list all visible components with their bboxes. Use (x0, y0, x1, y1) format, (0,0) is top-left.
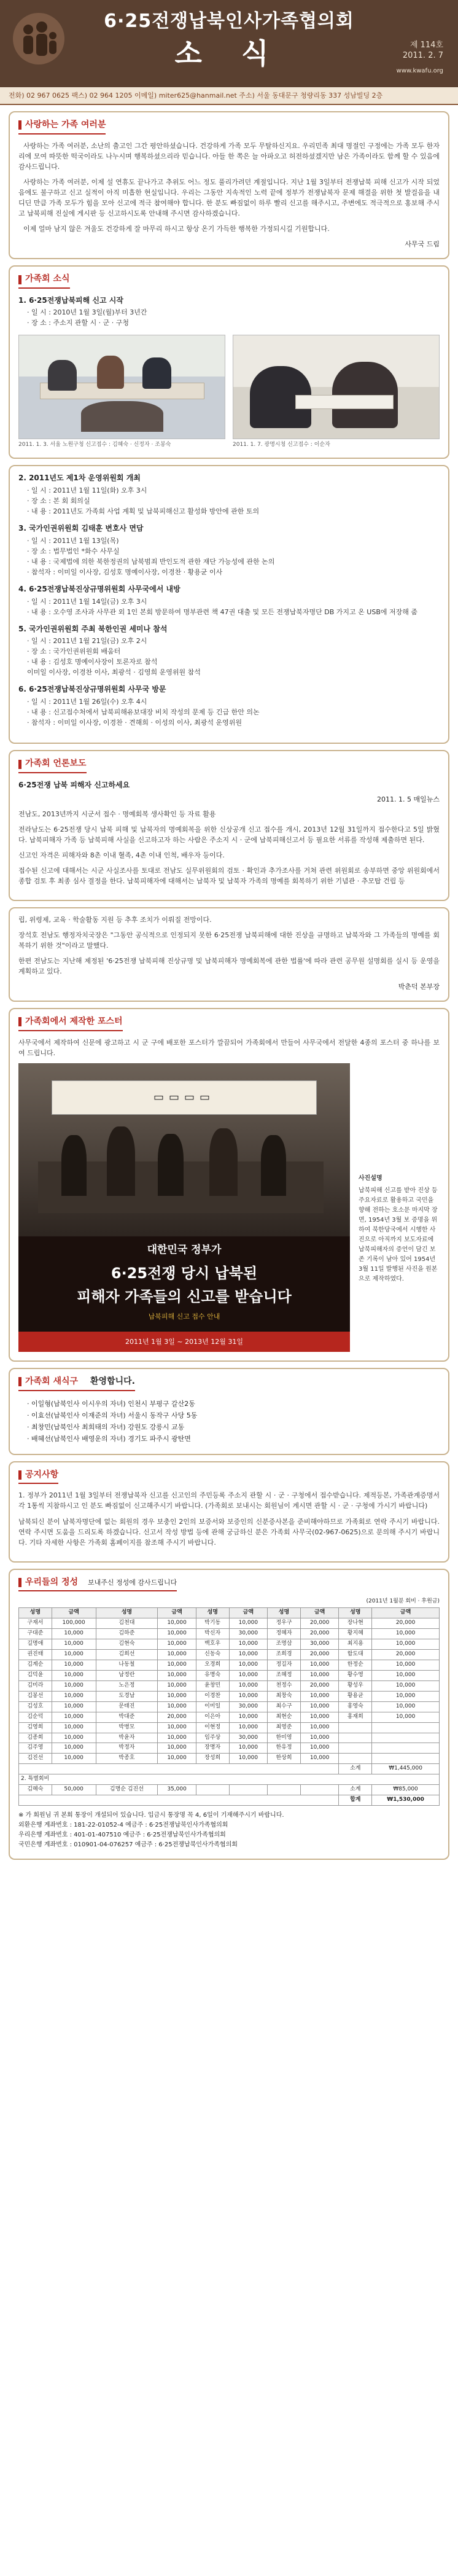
poster-main-2: 피해자 가족들의 신고를 받습니다 (77, 1287, 292, 1305)
press-paragraph: 전라남도는 6·25전쟁 당시 납북 피해 및 납북자의 명예회복을 위한 신상공개 신고 접수를 개시, 2013년 12월 31일까지 접수한다고 5일 밝혔다. 납북피해자 가족 등 납북피해 사실을 신고하고자 하는 사람은 주소지 시 · 군에 납북피해신고서 등 필요한 서류를 작성해 제출하면 된다. (18, 825, 440, 844)
donor-amount: 10,000 (229, 1670, 268, 1680)
ledger-cell (19, 1795, 339, 1806)
ledger-period: (2011년 1월분 회비 · 후원금) (366, 1598, 440, 1605)
press-paragraph: 접수된 신고에 대해서는 시군 사실조사를 토대로 전남도 실무위원회의 검토 · 확인과 추가조사를 거쳐 관련 위원회로 송부하면 중앙 위원회에서 종합 검토 후 최종 심사 결정을 한다. 납북피해자에 대해서는 납북자 및 납북자 가족의 명예를 회복하기 위한 기념관 · 추모탑 건립 등 (18, 866, 440, 885)
website-link[interactable]: www.kwafu.org (396, 68, 443, 74)
donor-name: 장나현 (339, 1618, 372, 1629)
ledger-row (19, 1680, 440, 1691)
news-item (18, 295, 440, 329)
poster-desc-title: 사진설명 (359, 1174, 382, 1182)
press-section (9, 750, 449, 901)
donor-name: 박신자 (196, 1629, 229, 1639)
donor-amount: 10,000 (372, 1660, 440, 1670)
donor-name: 김하준 (96, 1629, 158, 1639)
ledger-cell: 50,000 (52, 1785, 96, 1795)
donor-name: 장명자 (196, 1743, 229, 1754)
ledger-cell: 35,000 (158, 1785, 196, 1795)
total-row (19, 1795, 440, 1806)
ledger-row (19, 1650, 440, 1660)
ledger-row (19, 1670, 440, 1680)
donor-name: 조희경 (268, 1650, 301, 1660)
donor-amount: 10,000 (229, 1691, 268, 1701)
donor-amount: 10,000 (300, 1754, 339, 1764)
donor-name: 정길자 (268, 1660, 301, 1670)
ledger-cell: 소계 (339, 1785, 372, 1795)
ledger-header: 성명 (196, 1608, 229, 1618)
donor-name: 백호우 (196, 1639, 229, 1650)
donor-amount: 10,000 (52, 1743, 96, 1754)
news-item (18, 523, 440, 577)
poster-main: 6·25전쟁 당시 납북된 (111, 1265, 258, 1282)
news-line: · 내 용 : 신고접수처에서 납북피해유보대장 비치 작성의 문제 등 긴급 한안 의논 (27, 708, 260, 717)
donor-amount: 10,000 (158, 1754, 196, 1764)
donor-amount: 10,000 (372, 1712, 440, 1722)
donor-amount: 10,000 (229, 1754, 268, 1764)
ledger-row (19, 1639, 440, 1650)
donor-name: 함도대 (339, 1650, 372, 1660)
bank-account: 국민은행 계좌번호 : 010901-04-076257 예금주 : 6·25전쟁납북인사가족협의회 (18, 1841, 238, 1849)
poster-footer: 2011년 1월 3일 ~ 2013년 12월 31일 (18, 1332, 350, 1352)
donor-name: 장성희 (196, 1754, 229, 1764)
donor-amount: 10,000 (52, 1680, 96, 1691)
section-heading: 사랑하는 가족 여러분 (18, 119, 106, 135)
donor-amount: 10,000 (52, 1754, 96, 1764)
heading-bar-icon (18, 120, 21, 130)
donor-amount: 10,000 (372, 1670, 440, 1680)
press-title: 6·25전쟁 납북 피해자 신고하세요 (18, 780, 130, 789)
donor-amount: 20,000 (372, 1650, 440, 1660)
donor-name: 조명삼 (268, 1639, 301, 1650)
member-line: · 이효선(납북인사 이재준의 자녀) 서울시 동작구 사당 5동 (27, 1411, 198, 1419)
new-members-section (9, 1368, 449, 1455)
donor-amount: 10,000 (372, 1639, 440, 1650)
donor-name: 구재서 (19, 1618, 52, 1629)
news-line: · 장 소 : 법무법인 *화수 사무실 (27, 547, 120, 555)
donor-amount: 10,000 (158, 1680, 196, 1691)
donor-name: 노은정 (96, 1680, 158, 1691)
news-item (18, 684, 440, 728)
donor-amount: 10,000 (158, 1660, 196, 1670)
poster-description (359, 1063, 440, 1352)
poster-intro: 사무국에서 제작하여 신문에 광고하고 시 군 구에 배포한 포스터가 깔끔되어 가족회에서 만들어 사무국에서 전달한 4종의 포스터 중 하나를 보여 드립니다. (18, 1038, 440, 1057)
donor-amount: 10,000 (158, 1722, 196, 1733)
press-author: 박춘덕 본부장 (398, 983, 440, 991)
news-title: 2. 2011년도 제1차 운영위원회 개최 (18, 474, 141, 483)
donor-amount: 10,000 (52, 1660, 96, 1670)
donor-amount: 10,000 (158, 1639, 196, 1650)
issue-date: 2011. 2. 7 (402, 50, 443, 60)
news-line: · 내 용 : 2011년도 가족회 사업 계획 및 납북피해신고 활성화 방안에 관한 토의 (27, 507, 260, 516)
ledger-row (19, 1629, 440, 1639)
ledger-row (19, 1743, 440, 1754)
donor-name (339, 1722, 372, 1733)
heading-bar-icon (18, 760, 21, 769)
donor-name: 조혜정 (268, 1670, 301, 1680)
donor-amount: 10,000 (52, 1670, 96, 1680)
donor-amount: 10,000 (158, 1670, 196, 1680)
heading-bar-icon (18, 1377, 21, 1386)
section-heading: 우리들의 정성 보내주신 정성에 감사드립니다 (18, 1576, 177, 1592)
ledger-cell (196, 1785, 229, 1795)
member-line: · 배혜선(납북인사 배영운의 자녀) 경기도 파주시 광탄면 (27, 1434, 191, 1443)
donor-name: 최수구 (268, 1701, 301, 1712)
news-title: 4. 6·25전쟁납북진상규명위원회 사무국에서 내방 (18, 584, 180, 593)
photo-caption: 2011. 1. 7. 광명시청 신고접수 : 이순자 (233, 441, 330, 448)
donor-name: 이경찬 (196, 1691, 229, 1701)
donor-amount: 10,000 (52, 1722, 96, 1733)
donor-name: 임주상 (196, 1733, 229, 1743)
press-paragraph: 신고인 자격은 피해자와 8촌 이내 혈족, 4촌 이내 인척, 배우자 등이다. (18, 851, 225, 859)
donor-amount: 10,000 (300, 1722, 339, 1733)
ledger-body (19, 1618, 440, 1764)
bank-info (18, 1811, 440, 1849)
special-header-row (19, 1774, 440, 1785)
family-news-section (9, 265, 449, 459)
section-heading: 가족회에서 제작한 포스터 (18, 1015, 123, 1031)
news-line: · 일 시 : 2011년 1월 13일(목) (27, 536, 119, 545)
ledger-header: 성명 (19, 1608, 52, 1618)
organization-name: 6·25전쟁납북인사가족협의회 (104, 10, 354, 32)
donor-name: 이현정 (196, 1722, 229, 1733)
news-line: · 장 소 : 본 회 회의실 (27, 497, 90, 505)
donor-amount: 10,000 (229, 1680, 268, 1691)
letter-section (9, 111, 449, 259)
photo-registration-noweon (18, 335, 225, 439)
donor-name: 김계순 (19, 1660, 52, 1670)
donor-name: 김주영 (19, 1743, 52, 1754)
bank-note: ※ 가 회원님 귀 본회 통장이 개설되어 있습니다. 입금시 통장명 꼭 4, 6일이 기재해주시기 바랍니다. (18, 1812, 284, 1819)
heading-bar-icon (18, 1470, 21, 1480)
donor-name: 천정수 (268, 1680, 301, 1691)
donor-amount: 10,000 (52, 1629, 96, 1639)
photo-block (233, 335, 440, 450)
photo-row (18, 335, 440, 450)
member-line: · 이일형(납북인사 이시우의 자녀) 인천시 부평구 갈산2동 (27, 1399, 195, 1408)
donor-name: 한상희 (268, 1754, 301, 1764)
ledger-cell: ₩85,000 (372, 1785, 440, 1795)
newsletter-title: 소 식 (174, 37, 284, 70)
donor-name: 한정순 (339, 1660, 372, 1670)
donor-amount: 10,000 (229, 1650, 268, 1660)
donor-name: 권진태 (19, 1650, 52, 1660)
news-title: 6. 6·25전쟁납북진상규명위원회 사무국 방문 (18, 685, 166, 694)
donor-amount: 20,000 (300, 1629, 339, 1639)
news-item (18, 472, 440, 517)
ledger-header: 금액 (52, 1608, 96, 1618)
news-line: · 장 소 : 국가인권위원회 배움터 (27, 647, 121, 656)
ledger-header: 성명 (96, 1608, 158, 1618)
donor-amount: 10,000 (300, 1691, 339, 1701)
donor-amount: 10,000 (229, 1743, 268, 1754)
ledger-cell (300, 1785, 339, 1795)
ledger-row (19, 1618, 440, 1629)
notice-paragraph: 1. 정부가 2011년 1월 3일부터 전쟁납북자 신고를 신고인의 주민등록 주소지 관할 시 · 군 · 구청에서 접수받습니다. 제적등본, 가족관계증명서 각 1통씩 지참하시고 인 분도 빠짐없이 신고해주시기 바랍니다. (가족회로 보내시는 회원님이 계시면 관할 시 · 군 · 구청에 가시기 바랍니다) (18, 1491, 440, 1510)
special-header: 2. 특별회비 (19, 1774, 440, 1785)
member-line: · 최창민(납북인사 최희태의 자녀) 강원도 강릉시 교동 (27, 1423, 185, 1431)
news-line: · 일 시 : 2011년 1월 21일(금) 오후 2시 (27, 637, 147, 646)
donor-amount: 10,000 (229, 1639, 268, 1650)
donor-name: 최현순 (268, 1712, 301, 1722)
issue-info (403, 41, 443, 61)
ledger-header-row (19, 1608, 440, 1618)
donor-name: 오경희 (196, 1660, 229, 1670)
section-heading: 가족회 언론보도 (18, 757, 87, 773)
press-paragraph: 한편 전남도는 지난해 제정된 '6·25전쟁 납북피해 진상규명 및 납북피해자 명예회복에 관한 법률'에 따라 관련 공무원 설명회를 실시 등 운영을 계획하고 있다. (18, 956, 440, 975)
donor-name: 김진선 (19, 1754, 52, 1764)
subtotal-row (19, 1764, 440, 1774)
photo-caption: 2011. 1. 3. 서울 노원구청 신고접수 : 김혜숙 · 신정자 · 조봉숙 (18, 441, 171, 448)
donor-amount: 10,000 (372, 1691, 440, 1701)
donor-amount (372, 1754, 440, 1764)
donor-amount: 30,000 (229, 1733, 268, 1743)
ledger-cell: 김명순 김진선 (96, 1785, 158, 1795)
donor-amount: 10,000 (300, 1712, 339, 1722)
letter-paragraph: 이제 얼마 남지 않은 겨울도 건강하게 잘 마무리 하시고 항상 온기 가득한 행복한 가정되시길 기원합니다. (23, 225, 330, 233)
letter-signature: 사무국 드림 (405, 240, 440, 249)
news-line: 이미일 이사장, 이경찬 이사, 최광석 · 김영희 운영위원 참석 (27, 668, 201, 677)
donor-amount: 20,000 (300, 1680, 339, 1691)
donor-amount: 10,000 (52, 1733, 96, 1743)
news-line: · 일 시 : 2011년 1월 14일(금) 오후 3시 (27, 597, 147, 606)
donor-name: 박기동 (196, 1618, 229, 1629)
news-title: 1. 6·25전쟁납북피해 신고 시작 (18, 295, 123, 305)
contact-bar: 전화) 02 967 0625 팩스) 02 964 1205 이메일) miter625@hanmail.net 주소) 서울 동대문구 청량리동 337 성남빌딩 2층 (0, 87, 458, 105)
donor-amount: 10,000 (52, 1701, 96, 1712)
donor-amount: 10,000 (229, 1660, 268, 1670)
heading-bar-icon (18, 275, 21, 284)
donor-name: 최창숙 (268, 1691, 301, 1701)
donor-name: 신동숙 (196, 1650, 229, 1660)
special-row (19, 1785, 440, 1795)
donor-amount: 100,000 (52, 1618, 96, 1629)
donor-name: 이은아 (196, 1712, 229, 1722)
ledger-row (19, 1701, 440, 1712)
donor-amount: 10,000 (158, 1691, 196, 1701)
ledger-header: 금액 (372, 1608, 440, 1618)
masthead (0, 0, 458, 87)
poster-banner-icon: ▭▭▭▭ (52, 1080, 317, 1115)
donor-amount: 20,000 (372, 1618, 440, 1629)
photo-block (18, 335, 225, 450)
donor-amount: 10,000 (52, 1650, 96, 1660)
donor-name: 윤창민 (196, 1680, 229, 1691)
donor-name: 김희선 (96, 1650, 158, 1660)
poster-wrap (18, 1063, 440, 1352)
donor-name: 김종희 (19, 1733, 52, 1743)
donor-name: 나동철 (96, 1660, 158, 1670)
donations-table (18, 1607, 440, 1806)
donor-name: 길명애 (19, 1639, 52, 1650)
ledger-header: 금액 (229, 1608, 268, 1618)
ledger-totals (19, 1764, 440, 1806)
news-title: 3. 국가인권위원회 김태훈 변호사 면담 (18, 524, 144, 533)
donor-name: 김순덕 (19, 1712, 52, 1722)
donor-amount: 20,000 (158, 1712, 196, 1722)
donor-amount: 10,000 (158, 1618, 196, 1629)
ledger-header: 금액 (300, 1608, 339, 1618)
donor-name: 김봉선 (19, 1691, 52, 1701)
letter-paragraph: 사랑하는 가족 여러분, 이제 설 연휴도 끝나가고 추위도 어느 정도 풀리가려던 계절입니다. 지난 1월 3일부터 전쟁납북 피해 신고가 시작 되었음에도 불구하고 신고 실적이 아직 미흡한 현실입니다. 우리는 그동안 지속적인 노력 끝에 정부가 전쟁납북자 문제 해결을 위한 첫 발걸음을 내디딘 만큼 가족 모두가 힘을 모아 신고에 적극 참여해야 합니다. 한 분도 빠짐없이 하루 빨리 신고를 해주시고, 주변에도 적극적으로 홍보해 주시고 납북피해 진실에 게시판 등 신고하시도록 안내해 주시면 감사하겠습니다. (18, 178, 440, 218)
ledger-cell (229, 1785, 268, 1795)
donor-name: 박대준 (96, 1712, 158, 1722)
ledger-header: 금액 (158, 1608, 196, 1618)
donor-name: 문태진 (96, 1701, 158, 1712)
donor-amount: 10,000 (52, 1691, 96, 1701)
donor-amount: 30,000 (300, 1639, 339, 1650)
subtotal-label: 소계 (339, 1764, 372, 1774)
notice-paragraph: 납북되신 분이 납북자명단에 없는 회원의 경우 보충인 2인의 보증서와 보증인의 신분증사본을 준비해야하므로 가족회로 연락 주시기 바랍니다. 연락 주시면 도움을 드리도록 하겠습니다. 신고서 작성 방법 등에 관해 궁금하신 분은 가족회 사무국(02-967-0625)으로 문의해 주시기 바랍니다. 기타 자세한 사항은 가족회 홈페이지를 참조해 주시기 바랍니다. (18, 1517, 440, 1547)
news-item (18, 623, 440, 678)
poster-heading: 대한민국 정부가 (147, 1244, 222, 1257)
news-line: · 참석자 : 이미일 이사장, 이경찬 · 견해희 · 이성의 이사, 최광석 운영위원 (27, 719, 243, 727)
letter-paragraph: 사랑하는 가족 여러분, 소난의 출고인 그간 평안하셨습니다. 건강하게 가족 모두 무탈하신지요. 우리민족 최대 명절인 구정에는 가족 모두 한자리에 모여 따뜻한 떡국이라도 나누시며 행복하셨으리라 믿습니다. 아들 한 쪽은 늘 아파오고 허전하셨겠지만 남은 가족이라도 함께 할 수 있음에 감사드립니다. (18, 141, 440, 171)
donor-amount: 10,000 (229, 1722, 268, 1733)
bank-account: 우리은행 계좌번호 : 401-01-407510 예금주 : 6·25전쟁납북인사가족협의회 (18, 1832, 226, 1839)
news-line: · 내 용 : 오수영 조사과 사무관 외 1인 본회 방문하여 명부관련 책 47권 대출 및 모든 전쟁납북자명단 DB 가지고 온 USB에 저장해 줌 (27, 607, 418, 616)
donor-name: 황성우 (339, 1680, 372, 1691)
donor-name: 최영준 (268, 1722, 301, 1733)
donor-amount: 10,000 (372, 1629, 440, 1639)
donor-name: 정우구 (268, 1618, 301, 1629)
ledger-cell (268, 1785, 301, 1795)
donor-amount: 10,000 (158, 1701, 196, 1712)
photo-registration-gwangmyeong (233, 335, 440, 439)
donor-name: 유명숙 (196, 1670, 229, 1680)
donor-amount: 10,000 (300, 1670, 339, 1680)
donor-name: 박병모 (96, 1722, 158, 1733)
ledger-row (19, 1712, 440, 1722)
donor-name: 황수영 (339, 1670, 372, 1680)
donor-amount: 10,000 (229, 1618, 268, 1629)
donor-name: 박종호 (96, 1754, 158, 1764)
ledger-header: 성명 (339, 1608, 372, 1618)
donor-amount: 10,000 (158, 1650, 196, 1660)
donor-amount: 10,000 (300, 1660, 339, 1670)
donor-amount: 10,000 (229, 1712, 268, 1722)
donor-amount (372, 1743, 440, 1754)
section-heading: 가족회 새식구 환영합니다. (18, 1375, 135, 1391)
news-line: · 일 시 : 2011년 1월 26일(수) 오후 4시 (27, 698, 147, 706)
donor-name: 최지용 (339, 1639, 372, 1650)
donor-name: 구대준 (19, 1629, 52, 1639)
ledger-cell: 김혜숙 (19, 1785, 52, 1795)
news-title: 5. 국가인권위원회 주최 북한인권 세미나 참석 (18, 624, 168, 633)
ledger-row (19, 1691, 440, 1701)
news-line: · 내 용 : 김성호 명예이사장이 토론자로 참석 (27, 658, 158, 666)
section-heading: 가족회 소식 (18, 273, 70, 289)
bank-account: 외환은행 계좌번호 : 181-22-01052-4 예금주 : 6·25전쟁납북인사가족협의회 (18, 1822, 228, 1829)
donor-amount: 10,000 (158, 1733, 196, 1743)
donor-amount (372, 1722, 440, 1733)
donor-name: 박윤자 (96, 1733, 158, 1743)
press-paragraph: 립, 위령제, 교육 · 학술활동 지원 등 추후 조치가 이뤄질 전망이다. (18, 915, 212, 924)
section-heading: 공지사항 (18, 1469, 58, 1485)
donor-name: 황지혜 (339, 1629, 372, 1639)
subtotal-value: ₩1,445,000 (372, 1764, 440, 1774)
donor-name: 김영희 (19, 1722, 52, 1733)
donor-amount (372, 1733, 440, 1743)
donor-amount: 10,000 (52, 1712, 96, 1722)
ledger-row (19, 1754, 440, 1764)
ledger-row (19, 1733, 440, 1743)
donor-amount: 10,000 (300, 1733, 339, 1743)
total-label: 합계 (339, 1795, 372, 1806)
press-continued (9, 907, 449, 1002)
news-line: · 일 시 : 2010년 1월 3일(월)부터 3년간 (27, 308, 147, 317)
donor-amount: 20,000 (300, 1650, 339, 1660)
donor-name: 정혜자 (268, 1629, 301, 1639)
donor-name: 김성호 (19, 1701, 52, 1712)
ledger-row (19, 1722, 440, 1733)
donor-name: 김천대 (96, 1618, 158, 1629)
donor-amount: 10,000 (372, 1680, 440, 1691)
news-item (18, 584, 440, 617)
donor-name: 이미일 (196, 1701, 229, 1712)
donor-name (339, 1733, 372, 1743)
ledger-cell (19, 1764, 339, 1774)
notice-section (9, 1461, 449, 1563)
donor-name: 한유정 (268, 1743, 301, 1754)
donor-name: 한미영 (268, 1733, 301, 1743)
donor-amount: 30,000 (229, 1629, 268, 1639)
poster-desc-text: 납북피해 신고를 받아 진상 등 주요자료로 활용하고 국민을 향해 전하는 호소문 마지막 장면, 1954년 3월 보 증명을 위하여 북한당국에서 시행한 사진으로 아직까지 보도자료에 납북피해자의 증언이 담긴 보존 기록이 남아 있어 1954년 3월 11일 발행된 사진을 원본으로 제작하였다. (359, 1187, 438, 1282)
heading-bar-icon (18, 1017, 21, 1026)
ledger-header: 성명 (268, 1608, 301, 1618)
donations-section (9, 1569, 449, 1860)
donor-amount: 10,000 (52, 1639, 96, 1650)
donor-amount: 10,000 (300, 1701, 339, 1712)
donor-amount: 10,000 (300, 1743, 339, 1754)
donor-name: 김미라 (19, 1680, 52, 1691)
donor-amount: 10,000 (372, 1701, 440, 1712)
ledger-row (19, 1660, 440, 1670)
press-date: 2011. 1. 5 매일뉴스 (377, 795, 440, 804)
donor-name: 홍영숙 (339, 1701, 372, 1712)
donor-amount: 10,000 (158, 1629, 196, 1639)
issue-number: 제 114호 (409, 41, 443, 50)
heading-bar-icon (18, 1578, 21, 1587)
press-paragraph: 전남도, 2013년까지 시군서 접수 · 명예회복 생사확인 등 자료 활용 (18, 810, 216, 818)
donor-amount: 30,000 (229, 1701, 268, 1712)
donor-name (339, 1743, 372, 1754)
donor-name: 김덕윤 (19, 1670, 52, 1680)
donor-name: 도경남 (96, 1691, 158, 1701)
campaign-poster (18, 1063, 350, 1352)
news-line: · 일 시 : 2011년 1월 11일(화) 오후 3시 (27, 486, 147, 495)
donor-name (339, 1754, 372, 1764)
poster-small: 납북피해 신고 접수 안내 (148, 1313, 220, 1321)
donor-name: 홍재희 (339, 1712, 372, 1722)
donor-amount: 10,000 (158, 1743, 196, 1754)
news-line: · 참석자 : 이미일 이사장, 김성호 명예이사장, 이경찬 · 황용균 이사 (27, 568, 223, 576)
press-paragraph: 장석호 전남도 행정자치국장은 "그동안 공식적으로 인정되지 못한 6·25전쟁 납북피해에 대한 진상을 규명하고 납북자와 그 가족들의 명예를 회복하기 위한 것"이라고 말했다. (18, 931, 440, 950)
total-value: ₩1,530,000 (372, 1795, 440, 1806)
family-news-continued (9, 465, 449, 744)
donor-name: 황용균 (339, 1691, 372, 1701)
donor-name: 박정자 (96, 1743, 158, 1754)
donor-name: 남정란 (96, 1670, 158, 1680)
poster-section (9, 1008, 449, 1362)
news-line: · 장 소 : 주소지 관할 시 · 군 · 구청 (27, 319, 130, 327)
news-line: · 내 용 : 국제법에 의한 북한정권의 납북범죄 반인도적 관한 재단 가능성에 관한 논의 (27, 557, 275, 566)
donor-name: 김현숙 (96, 1639, 158, 1650)
donor-amount: 20,000 (300, 1618, 339, 1629)
